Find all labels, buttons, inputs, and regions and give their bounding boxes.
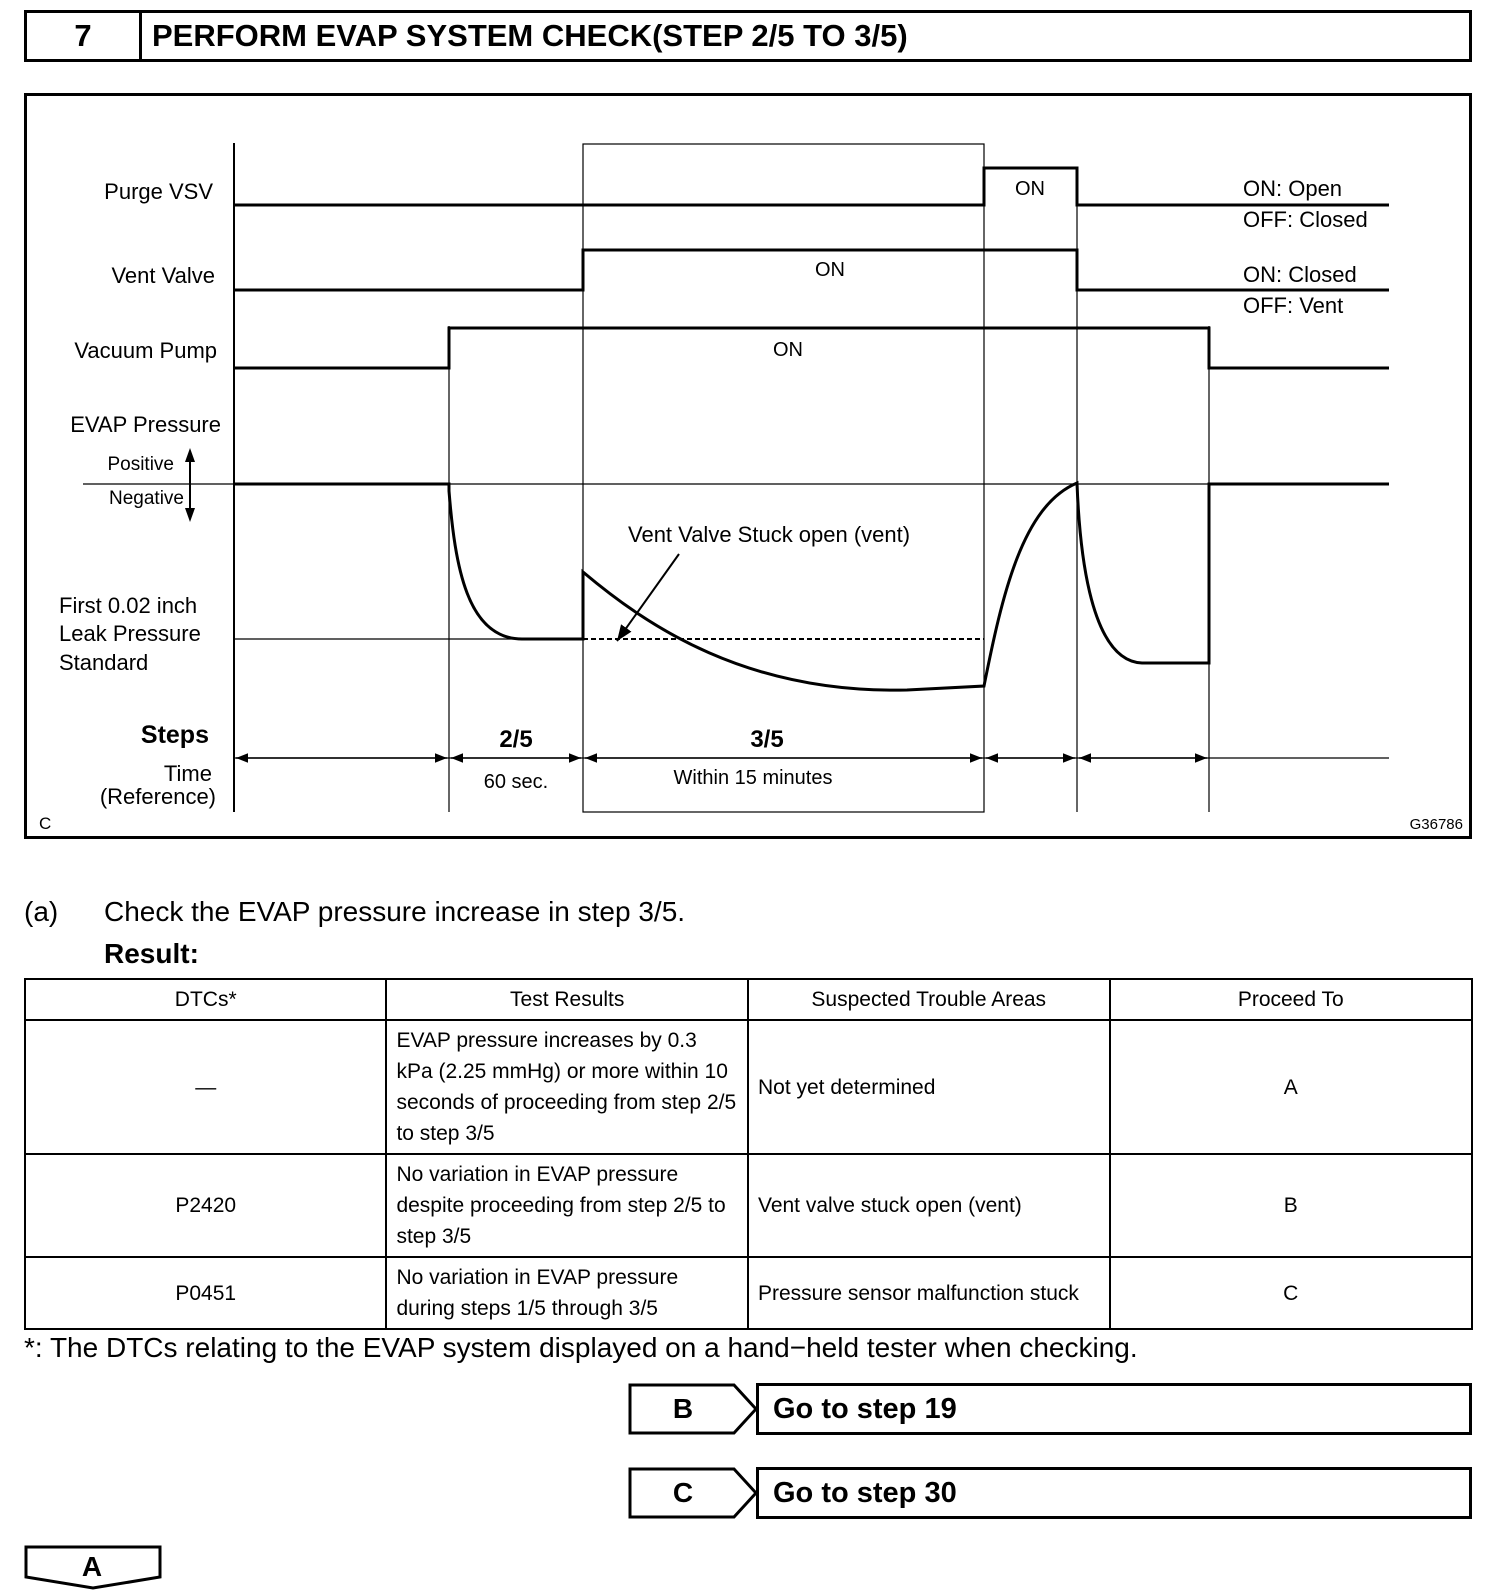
legend-vent-off: OFF: Vent: [1243, 293, 1344, 318]
label-negative: Negative: [109, 488, 184, 509]
goto-step-30[interactable]: Go to step 30: [756, 1467, 1472, 1519]
label-purge-vsv: Purge VSV: [104, 179, 213, 204]
goto-row-b[interactable]: [628, 1383, 1472, 1435]
step-3-5-box: [583, 144, 984, 812]
result-label: Result:: [104, 938, 199, 969]
vacuum-pump-signal: [234, 328, 1389, 368]
evap-pressure-curve: [234, 483, 1389, 690]
timing-diagram-svg: [27, 96, 1475, 842]
cell-dtc: —: [25, 1020, 386, 1154]
section-number: 7: [27, 13, 142, 59]
time-2-5-label: 60 sec.: [483, 771, 549, 793]
legend-vent-on: ON: Closed: [1243, 262, 1357, 287]
results-table: [24, 978, 1473, 1330]
instruction-text: Check the EVAP pressure increase in step 3/5.: [104, 896, 686, 927]
table-header-row: [25, 979, 1472, 1020]
cell-dtc: P2420: [25, 1154, 386, 1257]
label-positive: Positive: [107, 454, 174, 475]
annotation-vent-stuck: Vent Valve Stuck open (vent): [628, 522, 911, 547]
vent-on-label: ON: [815, 259, 845, 281]
positive-arrow-icon: [185, 448, 195, 462]
header-proceed-to: Proceed To: [1110, 979, 1473, 1020]
label-reference: (Reference): [99, 784, 216, 809]
pump-on-label: ON: [773, 339, 803, 361]
table-row: [25, 1257, 1472, 1329]
cell-proceed: A: [1110, 1020, 1473, 1154]
cell-area: Pressure sensor malfunction stuck: [748, 1257, 1110, 1329]
cell-proceed: C: [1110, 1257, 1473, 1329]
goto-step-19[interactable]: Go to step 19: [756, 1383, 1472, 1435]
section-title: PERFORM EVAP SYSTEM CHECK(STEP 2/5 TO 3/5): [152, 18, 908, 53]
cell-result: No variation in EVAP pressure despite proceeding from step 2/5 to step 3/5: [386, 1154, 748, 1257]
goto-letter-c: C: [672, 1477, 694, 1508]
purge-vsv-signal: [234, 168, 1389, 205]
step-3-5-label: 3/5: [750, 726, 784, 753]
header-dtcs: DTCs*: [25, 979, 386, 1020]
footnote: *: The DTCs relating to the EVAP system displayed on a hand−held tester when checking.: [24, 1332, 1138, 1363]
cell-proceed: B: [1110, 1154, 1473, 1257]
header-test-results: Test Results: [386, 979, 748, 1020]
label-leak-1: First 0.02 inch: [59, 593, 198, 618]
cell-area: Not yet determined: [748, 1020, 1110, 1154]
instruction-letter: (a): [24, 896, 59, 927]
goto-letter-b: B: [672, 1393, 694, 1424]
purge-on-label: ON: [1015, 178, 1045, 200]
time-3-5-label: Within 15 minutes: [673, 767, 833, 789]
figure-id: G36786: [1409, 816, 1463, 833]
cell-dtc: P0451: [25, 1257, 386, 1329]
corner-c-label: C: [39, 814, 52, 833]
label-steps: Steps: [140, 721, 209, 749]
label-evap-pressure: EVAP Pressure: [70, 412, 221, 437]
label-vacuum-pump: Vacuum Pump: [74, 338, 217, 363]
table-row: [25, 1020, 1472, 1154]
cell-result: No variation in EVAP pressure during steps 1/5 through 3/5: [386, 1257, 748, 1329]
annotation-leader: [617, 554, 679, 641]
table-row: [25, 1154, 1472, 1257]
timing-diagram: [24, 93, 1472, 839]
label-leak-2: Leak Pressure: [59, 621, 201, 646]
cell-result: EVAP pressure increases by 0.3 kPa (2.25 mmHg) or more within 10 seconds of proceeding from step 2/5 to step 3/5: [386, 1020, 748, 1154]
label-time: Time: [163, 761, 212, 786]
step-2-5-label: 2/5: [499, 726, 533, 753]
negative-arrow-icon: [185, 508, 195, 522]
legend-purge-off: OFF: Closed: [1243, 207, 1368, 232]
legend-purge-on: ON: Open: [1243, 176, 1343, 201]
label-vent-valve: Vent Valve: [111, 263, 215, 288]
proceed-a-letter: A: [81, 1551, 103, 1582]
header-suspected-areas: Suspected Trouble Areas: [748, 979, 1110, 1020]
vent-valve-signal: [234, 250, 1389, 290]
goto-row-c[interactable]: [628, 1467, 1472, 1519]
label-leak-3: Standard: [59, 650, 149, 675]
cell-area: Vent valve stuck open (vent): [748, 1154, 1110, 1257]
section-header: [24, 10, 1472, 62]
instruction-a: [24, 896, 685, 928]
